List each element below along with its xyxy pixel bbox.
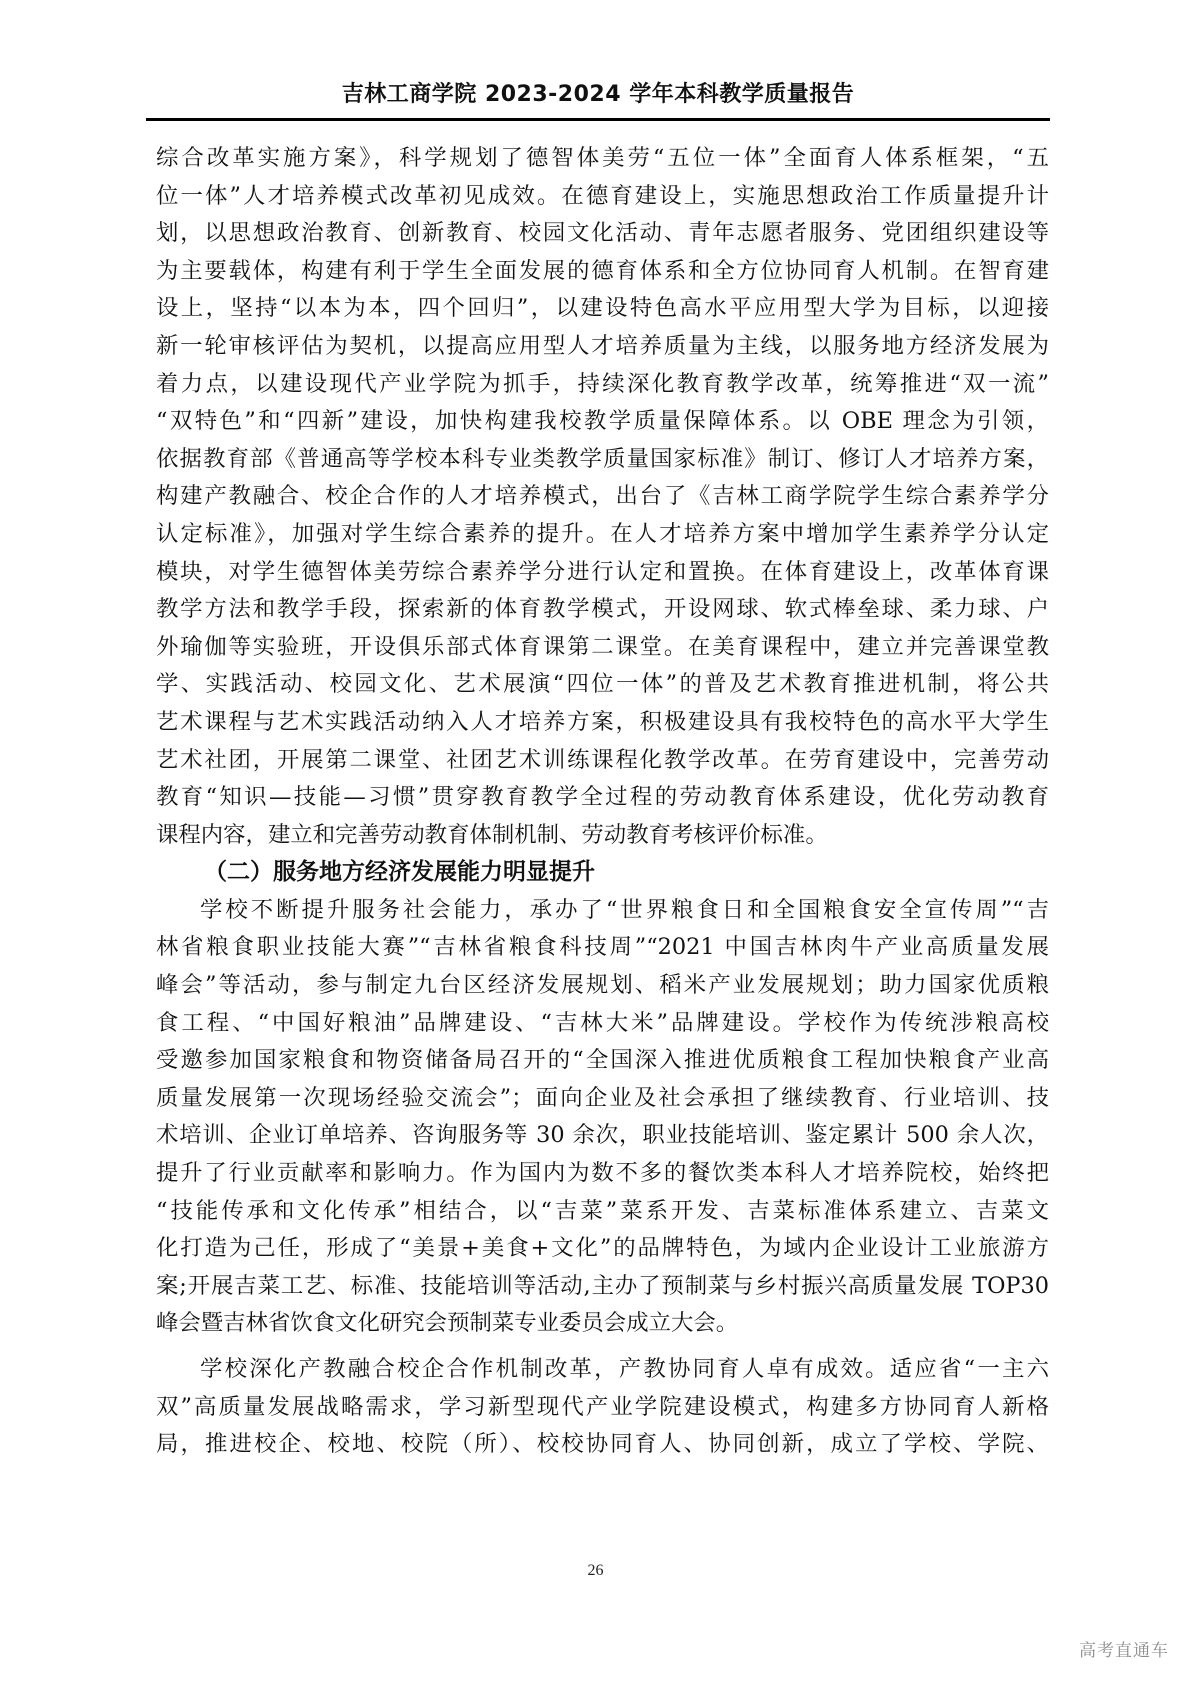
text-line: 受邀参加国家粮食和物资储备局召开的“全国深入推进优质粮食工程加快粮食产业高	[156, 1047, 1049, 1074]
text-line: 新一轮审核评估为契机，以提高应用型人才培养质量为主线，以服务地方经济发展为	[156, 332, 1049, 359]
text-line: 学校不断提升服务社会能力，承办了“世界粮食日和全国粮食安全宣传周”“吉	[200, 896, 1049, 923]
paragraph-spacer	[156, 1343, 1049, 1351]
text-line: 模块，对学生德智体美劳综合素养学分进行认定和置换。在体育建设上，改革体育课	[156, 558, 1049, 585]
text-line: 教育“知识—技能—习惯”贯穿教育教学全过程的劳动教育体系建设，优化劳动教育	[156, 784, 1049, 811]
text-line: 艺术社团，开展第二课堂、社团艺术训练课程化教学改革。在劳育建设中，完善劳动	[156, 746, 1049, 773]
section-heading: （二）服务地方经济发展能力明显提升	[204, 859, 595, 886]
text-line: 提升了行业贡献率和影响力。作为国内为数不多的餐饮类本科人才培养院校，始终把	[156, 1160, 1049, 1187]
text-line: 划，以思想政治教育、创新教育、校园文化活动、青年志愿者服务、党团组织建设等	[156, 220, 1049, 247]
text-line: 着力点，以建设现代产业学院为抓手，持续深化教育教学改革，统筹推进“双一流”	[156, 370, 1049, 397]
text-line: 外瑜伽等实验班，开设俱乐部式体育课第二课堂。在美育课程中，建立并完善课堂教	[156, 633, 1049, 660]
header-rule-divider	[146, 118, 1050, 121]
text-line: 位一体”人才培养模式改革初见成效。在德育建设上，实施思想政治工作质量提升计	[156, 182, 1049, 209]
text-line: 教学方法和教学手段，探索新的体育教学模式，开设网球、软式棒垒球、柔力球、户	[156, 596, 1049, 623]
text-line: 综合改革实施方案》，科学规划了德智体美劳“五位一体”全面育人体系框架，“五	[156, 145, 1049, 171]
paragraph-2	[156, 892, 1049, 1343]
paragraph-3	[156, 1351, 1049, 1464]
text-line: 局，推进校企、校地、校院（所）、校校协同育人、协同创新，成立了学校、学院、	[156, 1431, 1049, 1458]
text-line: 食工程、“中国好粮油”品牌建设、“吉林大米”品牌建设。学校作为传统涉粮高校	[156, 1009, 1049, 1036]
text-line: 质量发展第一次现场经验交流会”；面向企业及社会承担了继续教育、行业培训、技	[156, 1084, 1049, 1111]
watermark-text: 高考直通车	[1079, 1641, 1169, 1661]
text-line: 学校深化产教融合校企合作机制改革，产教协同育人卓有成效。适应省“一主六	[200, 1356, 1049, 1382]
text-line: 林省粮食职业技能大赛”“吉林省粮食科技周”“2021 中国吉林肉牛产业高质量发展	[156, 934, 1049, 961]
text-line: 学、实践活动、校园文化、艺术展演“四位一体”的普及艺术教育推进机制，将公共	[156, 671, 1049, 698]
text-line: 峰会”等活动，参与制定九台区经济发展规划、稻米产业发展规划；助力国家优质粮	[156, 972, 1049, 999]
page-number: 26	[587, 1562, 604, 1579]
text-line: 设上，坚持“以本为本，四个回归”，以建设特色高水平应用型大学为目标，以迎接	[156, 295, 1049, 322]
page-header-title: 吉林工商学院 2023-2024 学年本科教学质量报告	[341, 82, 855, 107]
text-line: 案;开展吉菜工艺、标准、技能培训等活动,主办了预制菜与乡村振兴高质量发展 TOP30	[156, 1272, 1049, 1299]
text-line: 术培训、企业订单培养、咨询服务等 30 余次，职业技能培训、鉴定累计 500 余人次，	[156, 1122, 1049, 1149]
text-line: “技能传承和文化传承”相结合，以“吉菜”菜系开发、吉菜标准体系建立、吉菜文	[156, 1197, 1049, 1224]
text-line: 化打造为己任，形成了“美景+美食+文化”的品牌特色，为域内企业设计工业旅游方	[156, 1235, 1049, 1262]
text-line: 艺术课程与艺术实践活动纳入人才培养方案，积极建设具有我校特色的高水平大学生	[156, 708, 1049, 735]
text-line: 依据教育部《普通高等学校本科专业类教学质量国家标准》制订、修订人才培养方案，	[156, 445, 1049, 472]
text-line: 认定标准》，加强对学生综合素养的提升。在人才培养方案中增加学生素养学分认定	[156, 520, 1049, 547]
paragraph-1	[156, 140, 1049, 854]
text-line: 双”高质量发展战略需求，学习新型现代产业学院建设模式，构建多方协同育人新格	[156, 1393, 1049, 1420]
text-line: 峰会暨吉林省饮食文化研究会预制菜专业委员会成立大会。	[156, 1310, 739, 1337]
text-line: 为主要载体，构建有利于学生全面发展的德育体系和全方位协同育人机制。在智育建	[156, 257, 1049, 284]
text-line: 课程内容，建立和完善劳动教育体制机制、劳动教育考核评价标准。	[156, 821, 828, 848]
text-line: “双特色”和“四新”建设，加快构建我校教学质量保障体系。以 OBE 理念为引领，	[156, 408, 1049, 435]
text-line: 构建产教融合、校企合作的人才培养模式，出台了《吉林工商学院学生综合素养学分	[156, 483, 1049, 510]
document-body	[156, 140, 1049, 1464]
